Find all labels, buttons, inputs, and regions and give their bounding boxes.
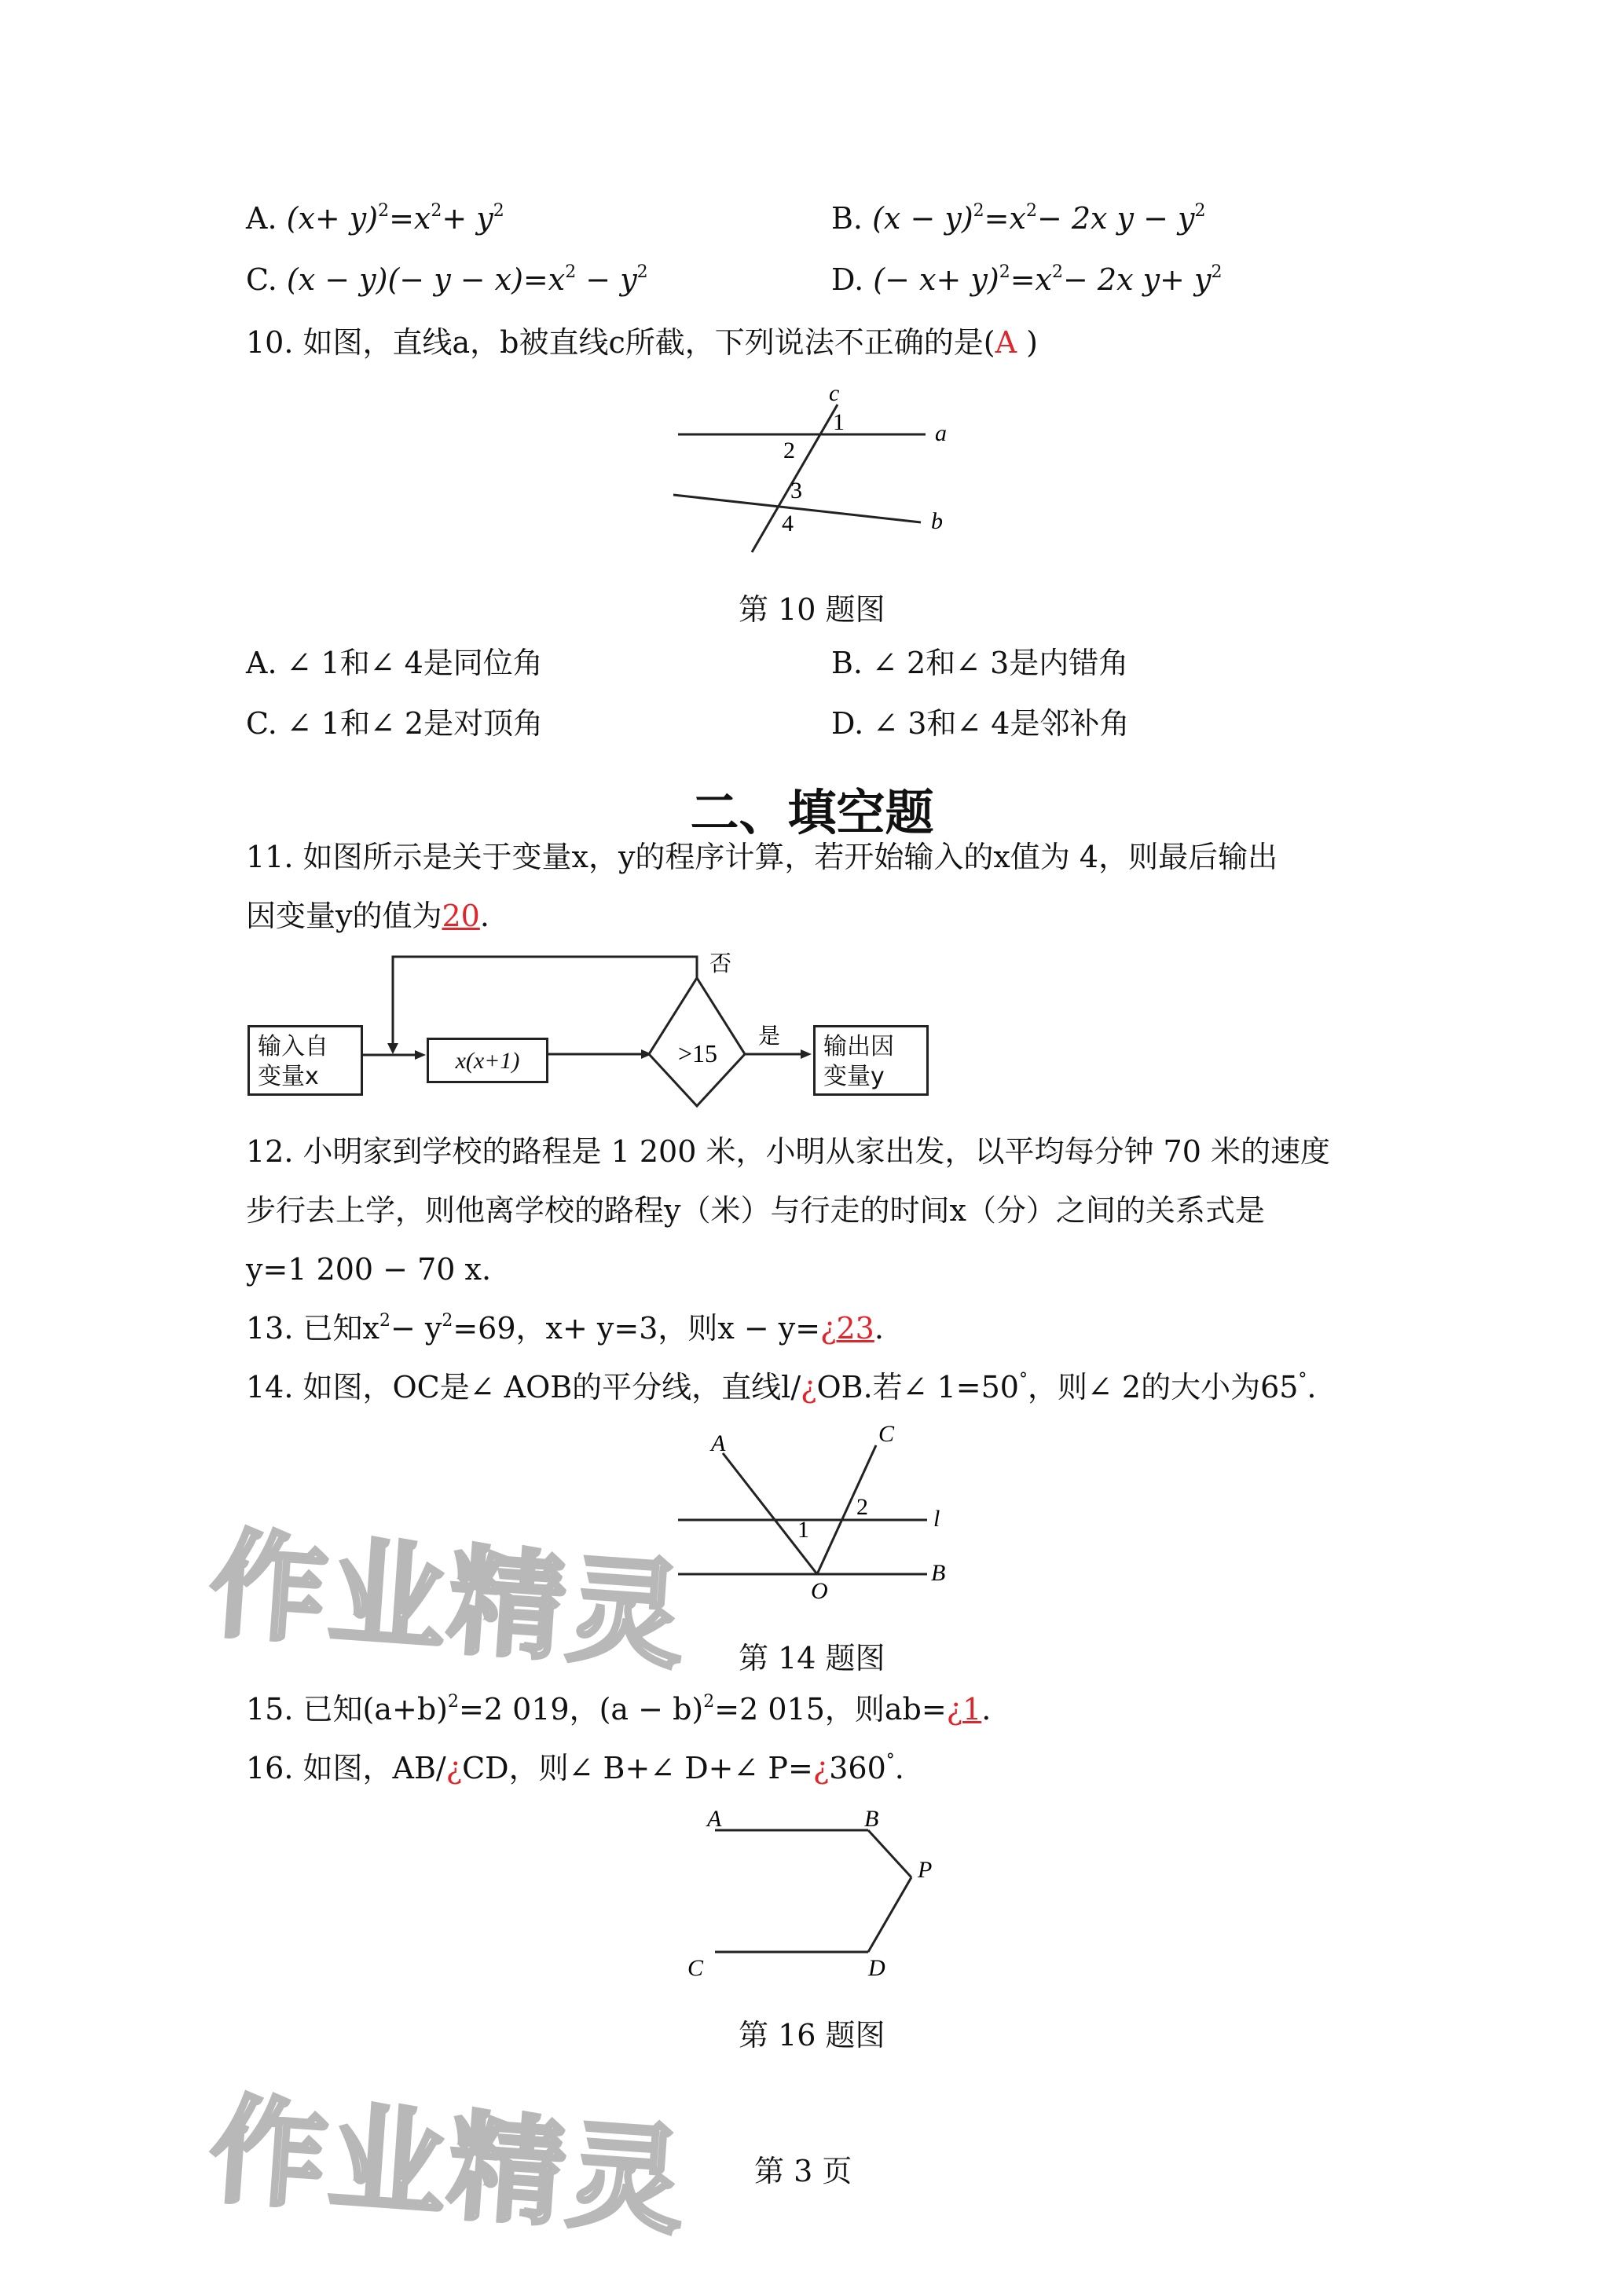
segment-BP	[868, 1830, 911, 1877]
q9-option-b: B. $(x - y)^2=x^2- 2x$ $y - y^2$	[831, 201, 1206, 236]
angle-1-label: 1	[833, 409, 845, 435]
q12-line2: 步行去上学，则他离学校的路程y（米）与行走的时间x（分）之间的关系式是	[246, 1193, 1265, 1228]
q10-option-d: D. ∠ 3和∠ 4是邻补角	[831, 706, 1130, 741]
section-heading: 二、填空题	[690, 784, 934, 841]
label-A: A	[707, 1806, 722, 1832]
q16-line: 16. 如图，AB/¿CD，则∠ B+∠ D+∠ P=¿360°.	[246, 1751, 904, 1785]
ray-OA	[723, 1453, 817, 1574]
angle-3-label: 3	[790, 478, 802, 504]
q14-line: 14. 如图，OC是∠ AOB的平分线，直线l/¿OB.若∠ 1=50°，则∠ 2的大小为65°.	[246, 1370, 1317, 1404]
q16-answer: 360	[829, 1751, 886, 1785]
watermark-bottom: 作业精灵	[205, 2082, 692, 2250]
q11-line1: 11. 如图所示是关于变量x，y的程序计算，若开始输入的x值为 4，则最后输出	[246, 840, 1278, 874]
q14-caption: 第 14 题图	[739, 1641, 885, 1675]
label-D: D	[868, 1955, 885, 1981]
q16-caption: 第 16 题图	[739, 2018, 885, 2052]
angle-2-label: 2	[856, 1494, 868, 1520]
q15-line: 15. 已知$(a+b)^2=2$ 019，$(a - b)^2=2$ 015，则ab=¿1.	[246, 1692, 992, 1727]
q10-answer: A	[995, 325, 1017, 360]
watermark-mid: 作业精灵	[205, 1516, 692, 1685]
q10-option-a: A. ∠ 1和∠ 4是同位角	[246, 646, 543, 680]
q10-option-c: C. ∠ 1和∠ 2是对顶角	[246, 706, 544, 741]
q15-answer: 1	[962, 1692, 982, 1727]
page-number: 第 3 页	[754, 2154, 852, 2188]
label-O: O	[811, 1578, 828, 1602]
q13-answer: 23	[836, 1311, 874, 1346]
q10-figure	[660, 385, 974, 566]
angle-4-label: 4	[782, 511, 794, 536]
label-C: C	[687, 1955, 704, 1981]
label-b: b	[931, 508, 943, 534]
q9-option-d: D. (− $x+ y)^2=x^2- 2x$ $y+ y^2$	[831, 262, 1223, 297]
q11-answer: 20	[442, 899, 480, 933]
no-label: 否	[709, 950, 732, 976]
q11-line2: 因变量y的值为20.	[246, 899, 489, 933]
label-a: a	[935, 420, 947, 446]
input-box: 输入自 变量x	[247, 1025, 363, 1096]
label-P: P	[918, 1857, 933, 1883]
angle-1-label: 1	[797, 1517, 809, 1543]
q12-line3: y=1 200 − 70 x.	[246, 1252, 492, 1287]
segment-PD	[868, 1877, 911, 1952]
q9-option-a: A. $(x+ y)^2=x^2+ y^2$	[246, 201, 504, 236]
angle-2-label: 2	[783, 438, 795, 463]
label-l: l	[933, 1506, 940, 1532]
label-B: B	[931, 1560, 946, 1586]
q9-option-c: C. $(x - y)(- y - x)=x^2 - y^2$	[246, 262, 648, 297]
q13-line: 13. 已知$x^2- y^2=69$，x+ y=3，则x − y=¿23.	[246, 1311, 884, 1346]
q10-option-b: B. ∠ 2和∠ 3是内错角	[831, 646, 1129, 680]
label-c: c	[829, 385, 840, 406]
q10-caption: 第 10 题图	[739, 592, 885, 627]
q12-line1: 12. 小明家到学校的路程是 1 200 米，小明从家出发，以平均每分钟 70 米的速度	[246, 1134, 1330, 1169]
yes-label: 是	[758, 1023, 781, 1049]
q14-figure	[668, 1422, 966, 1602]
label-C: C	[878, 1422, 895, 1447]
label-A: A	[711, 1430, 726, 1456]
label-B: B	[864, 1806, 879, 1832]
calc-box: x(x+1)	[427, 1038, 548, 1083]
decision-label: >15	[678, 1039, 718, 1067]
q16-figure	[676, 1799, 959, 1987]
q10-stem: 10. 如图，直线a，b被直线c所截，下列说法不正确的是(A )	[246, 325, 1038, 360]
output-box: 输出因 变量y	[813, 1025, 929, 1096]
